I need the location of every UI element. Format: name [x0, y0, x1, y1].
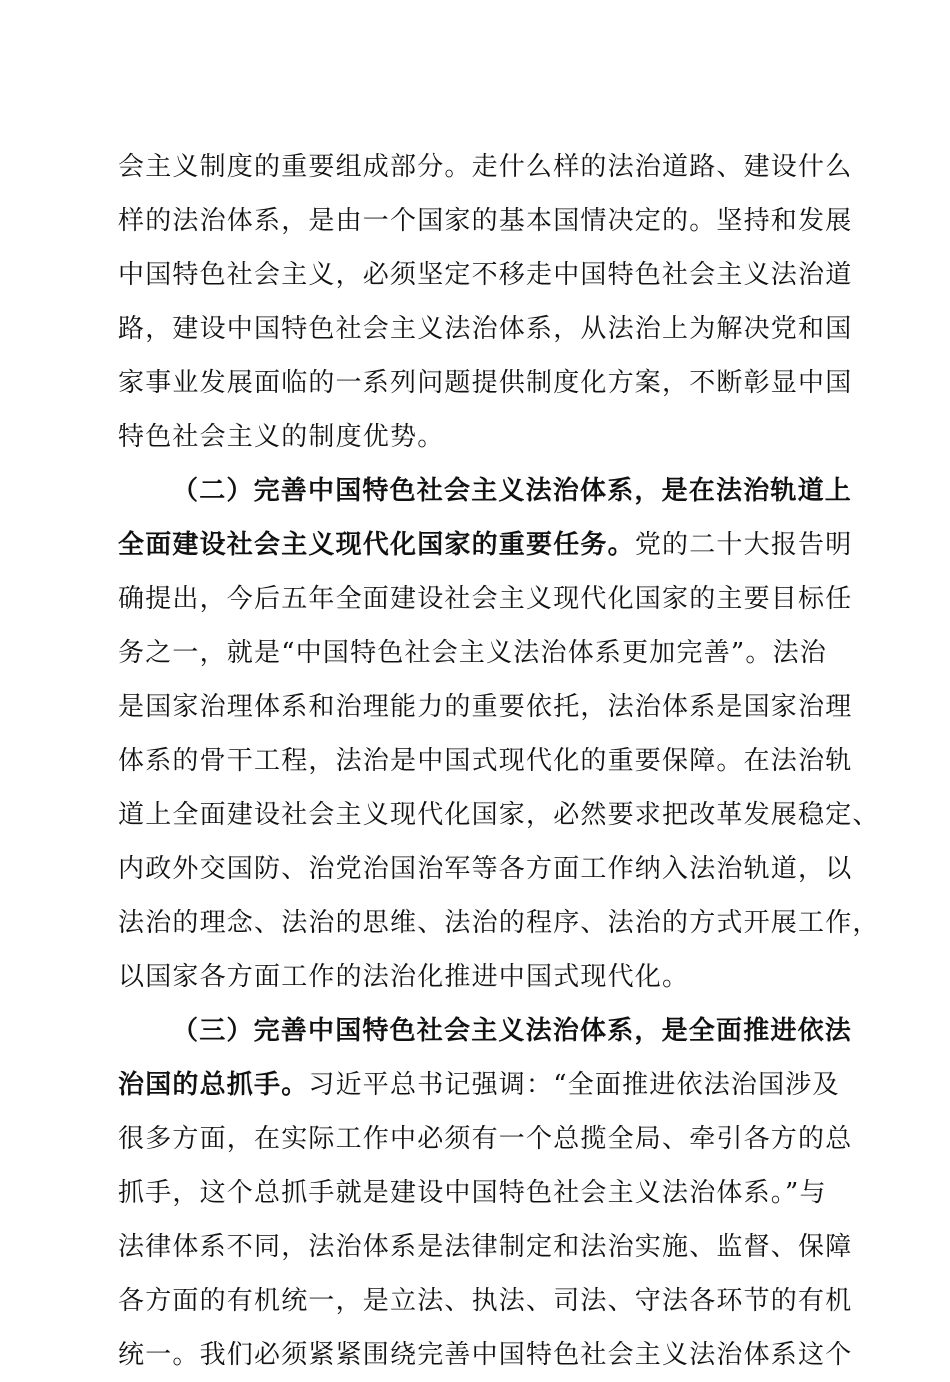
text-line: [118, 518, 853, 572]
text-line: 抓手，这个总抓手就是建设中国特色社会主义法治体系。”与: [118, 1178, 827, 1208]
text-line: 路，建设中国特色社会主义法治体系，从法治上为解决党和国: [118, 314, 853, 344]
text-line: 样的法治体系，是由一个国家的基本国情决定的。坚持和发展: [118, 206, 853, 236]
section-heading-2-end: 全面建设社会主义现代化国家的重要任务。: [118, 530, 635, 560]
text-line: 各方面的有机统一，是立法、执法、司法、守法各环节的有机: [118, 1286, 853, 1316]
text-line: 会主义制度的重要组成部分。走什么样的法治道路、建设什么: [118, 152, 853, 182]
text-line: 确提出，今后五年全面建设社会主义现代化国家的主要目标任: [118, 584, 853, 614]
text-segment: 党的二十大报告明: [634, 530, 853, 560]
text-line: 体系的骨干工程，法治是中国式现代化的重要保障。在法治轨: [118, 746, 853, 776]
paragraph-3: [118, 1004, 853, 1382]
text-line: 很多方面，在实际工作中必须有一个总揽全局、牵引各方的总: [118, 1124, 853, 1154]
text-line: 内政外交国防、治党治国治军等各方面工作纳入法治轨道，以: [118, 854, 853, 884]
text-line: 道上全面建设社会主义现代化国家，必然要求把改革发展稳定、: [118, 800, 880, 830]
text-line: 法治的理念、法治的思维、法治的程序、法治的方式开展工作，: [118, 908, 880, 938]
section-heading-3: （三）完善中国特色社会主义法治体系，是全面推进依法: [172, 1016, 853, 1046]
text-line: 统一。我们必须紧紧围绕完善中国特色社会主义法治体系这个: [118, 1340, 853, 1370]
text-line: 中国特色社会主义，必须坚定不移走中国特色社会主义法治道: [118, 260, 853, 290]
document-body: [118, 140, 880, 1382]
text-line: 是国家治理体系和治理能力的重要依托，法治体系是国家治理: [118, 692, 853, 722]
text-line: 法律体系不同，法治体系是法律制定和法治实施、监督、保障: [118, 1232, 853, 1262]
text-line: 特色社会主义的制度优势。: [118, 422, 445, 452]
text-line: 家事业发展面临的一系列问题提供制度化方案，不断彰显中国: [118, 368, 853, 398]
text-line: 务之一，就是“中国特色社会主义法治体系更加完善”。法治: [118, 638, 827, 668]
paragraph-1: [118, 140, 853, 464]
section-heading-3-end: 治国的总抓手。: [118, 1070, 309, 1100]
paragraph-2: [118, 464, 880, 1004]
text-line: [118, 1058, 838, 1112]
section-heading-2: （二）完善中国特色社会主义法治体系，是在法治轨道上: [172, 476, 853, 506]
text-line: 以国家各方面工作的法治化推进中国式现代化。: [118, 962, 690, 992]
text-segment: 习近平总书记强调：“全面推进依法治国涉及: [308, 1070, 840, 1100]
